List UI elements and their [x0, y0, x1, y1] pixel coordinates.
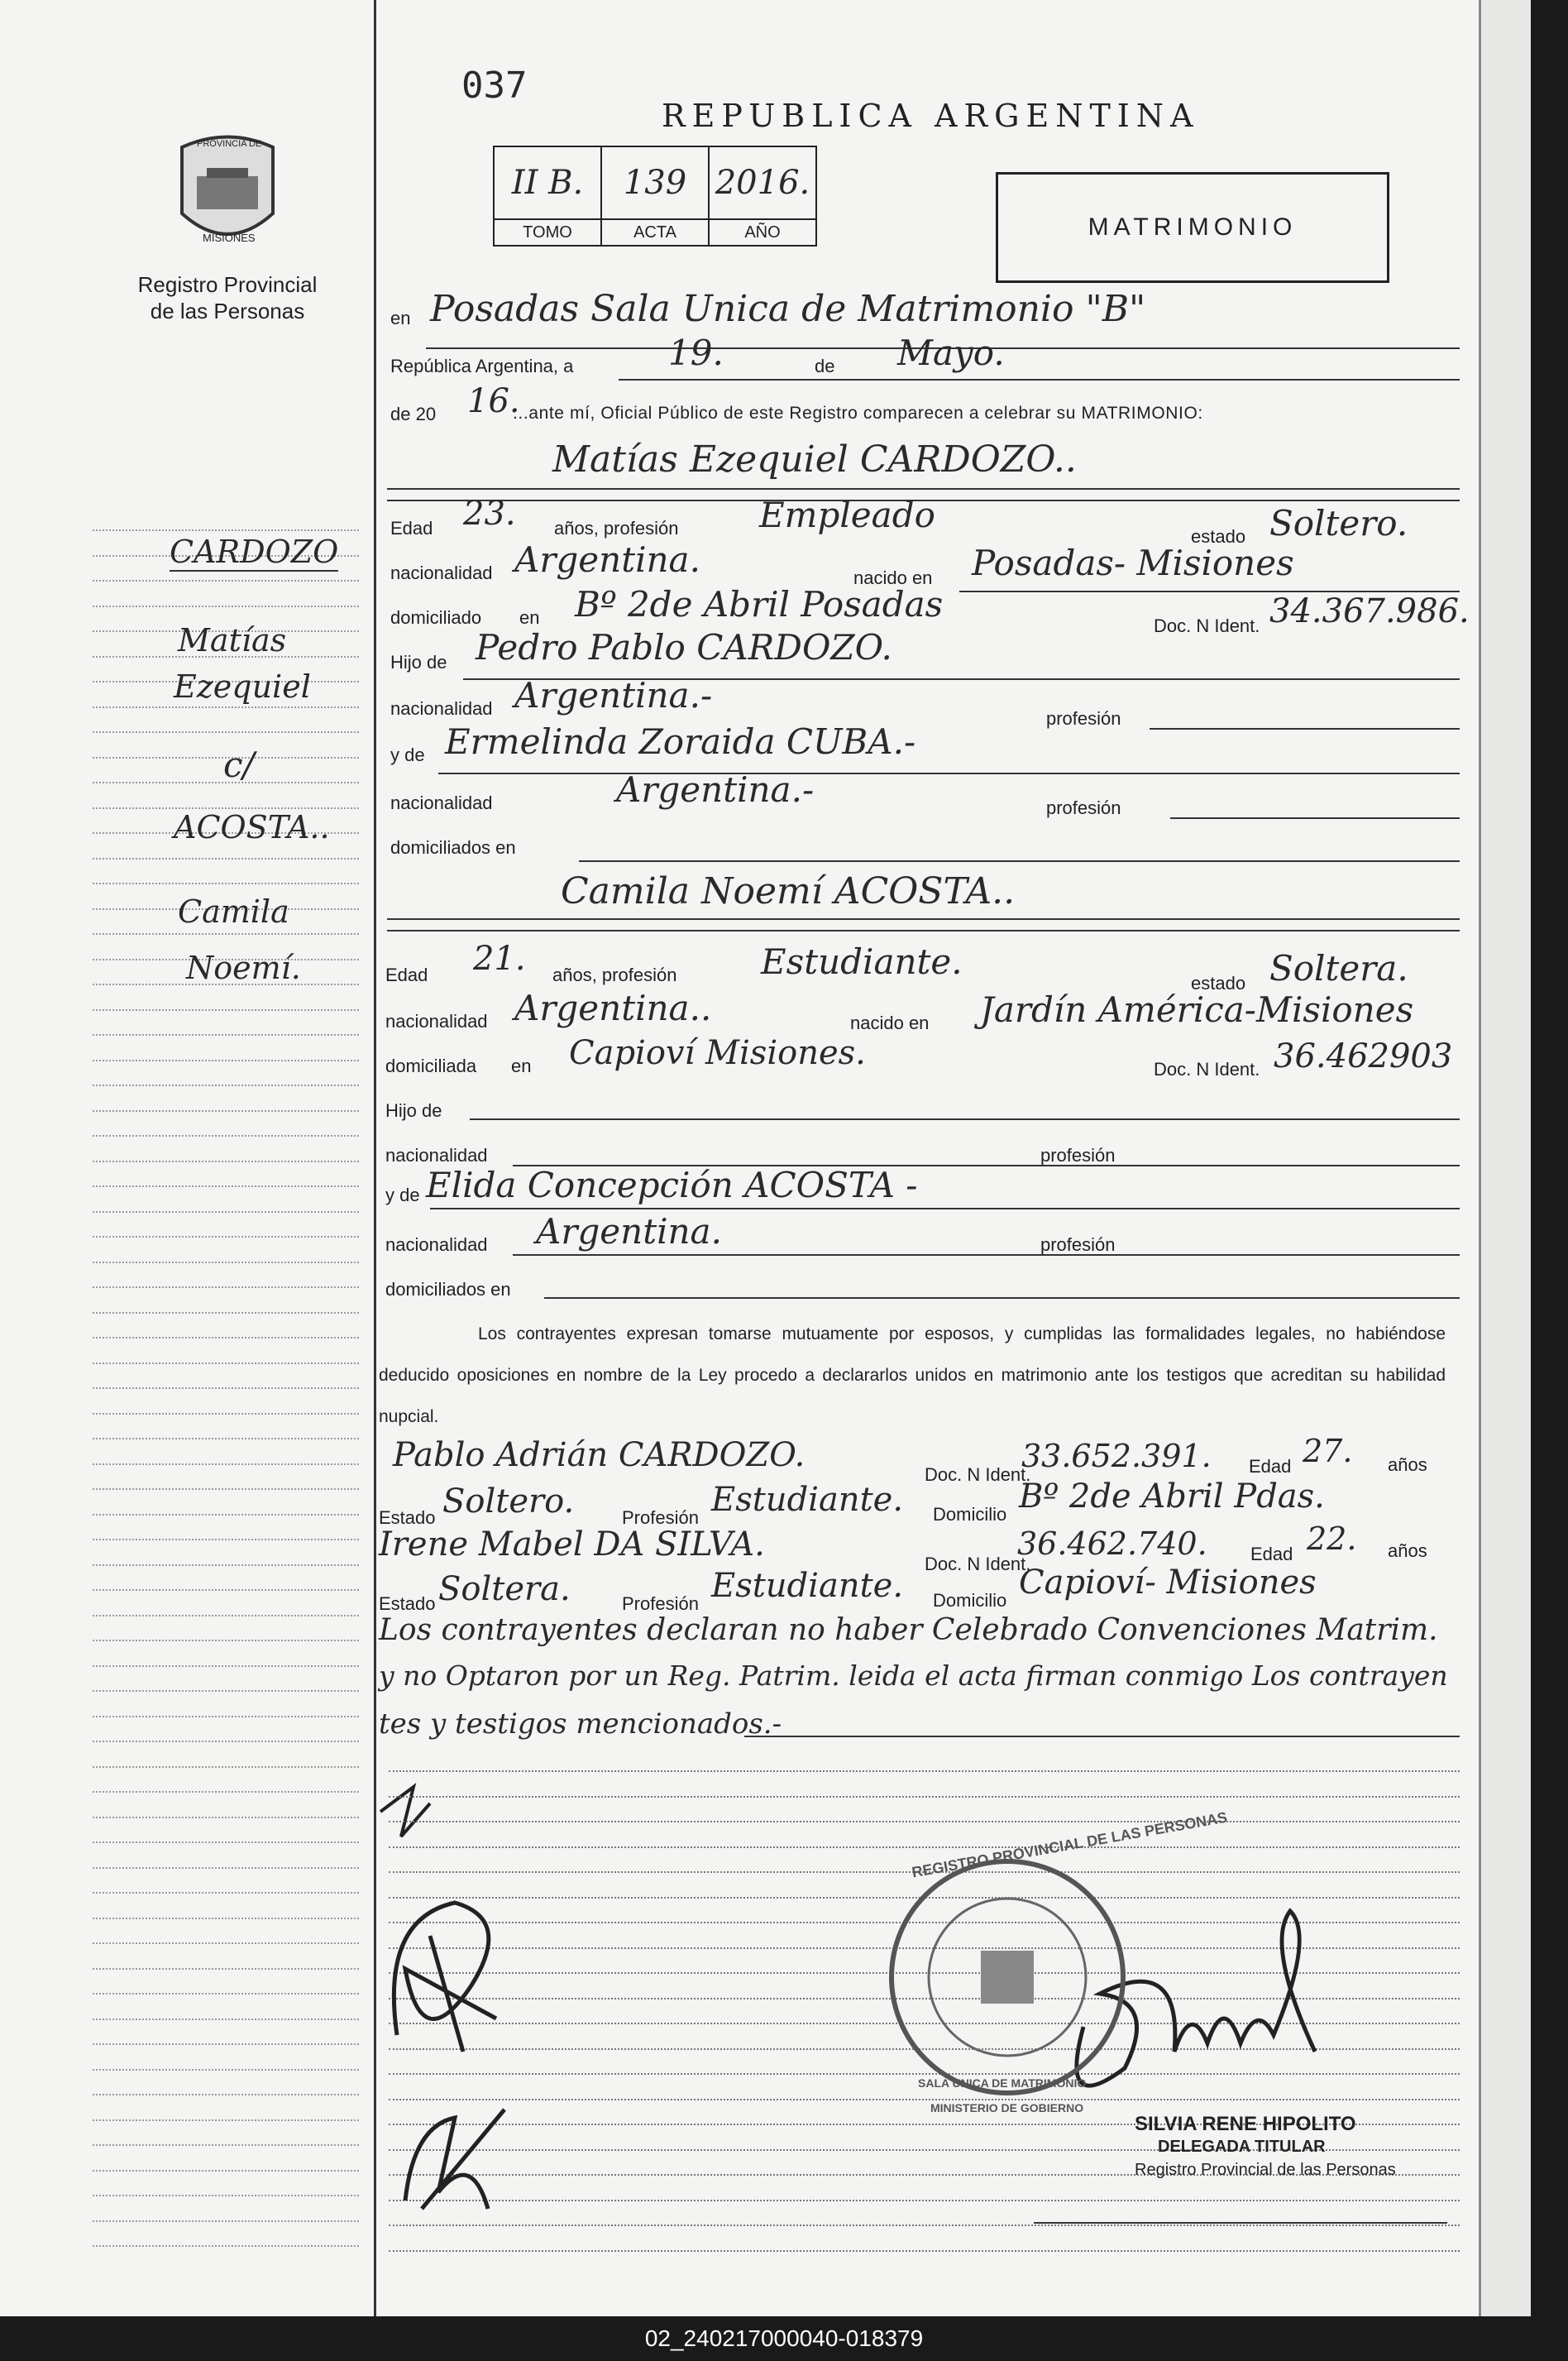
mes: Mayo. [897, 333, 1005, 373]
label-rep: República Argentina, a [390, 356, 574, 376]
novio-prof: Empleado [759, 495, 935, 535]
testigo1-estado: Soltero. [442, 1482, 575, 1521]
madre-line-1 [438, 773, 1460, 774]
scan-serial: 02_240217000040-018379 [644, 2325, 924, 2351]
tomo-value: II B. [511, 164, 584, 202]
novia-line-2 [387, 930, 1460, 931]
registry-line-2: de las Personas [150, 299, 305, 323]
acta-label: ACTA [601, 219, 709, 246]
margin-rule [93, 1841, 359, 1843]
body-rule [389, 2200, 1460, 2201]
novia-dom: Capioví Misiones. [569, 1034, 866, 1072]
tomo-acta-anio-box [493, 146, 817, 247]
label-anos-t1: años [1388, 1454, 1427, 1475]
margin-rule [93, 1362, 359, 1364]
label-anos-2: años, profesión [552, 965, 677, 985]
label-yde-2: y de [385, 1185, 420, 1205]
margin-rule [93, 1463, 359, 1465]
label-nacido-1: nacido en [853, 568, 933, 588]
margin-rule [93, 2220, 359, 2222]
margin-rule [93, 1942, 359, 1944]
label-en-1: en [519, 607, 540, 628]
stamp-bottom-text: MINISTERIO DE GOBIERNO [930, 2101, 1084, 2114]
fecha-line [619, 379, 1460, 381]
margin-signature-icon [364, 1754, 455, 1845]
novio-line-1 [387, 488, 1460, 490]
label-dom-2: domiciliada [385, 1056, 477, 1076]
testigo1-nombre: Pablo Adrián CARDOZO. [393, 1436, 806, 1474]
margin-rule [93, 580, 359, 582]
margin-rule [93, 1135, 359, 1137]
margin-rule [93, 731, 359, 733]
label-estado-2: estado [1191, 973, 1246, 994]
margin-rule [93, 1968, 359, 1970]
tomo-label: TOMO [494, 219, 601, 246]
label-doc-1: Doc. N Ident. [1154, 615, 1260, 636]
novia-madre: Elida Concepción ACOSTA - [426, 1165, 918, 1205]
margin-rule [93, 1539, 359, 1540]
label-edad-t2: Edad [1250, 1544, 1293, 1564]
anio: 16. [467, 382, 520, 420]
label-nac-madre-2: nacionalidad [385, 1234, 488, 1255]
margin-rule [93, 2069, 359, 2071]
novia-doc: 36.462903 [1274, 1037, 1453, 1075]
testigo2-edad: 22. [1307, 1521, 1357, 1557]
body-rule [389, 1821, 1460, 1822]
book-edge [1479, 0, 1531, 2316]
note-line-1: Los contrayentes declaran no haber Celebrado Convenciones Matrim. [379, 1613, 1438, 1647]
official-org: Registro Provincial de las Personas [1135, 2161, 1396, 2179]
label-prof-madre-2: profesión [1040, 1234, 1116, 1255]
margin-rule [93, 1867, 359, 1869]
label-edad-1: Edad [390, 518, 433, 539]
label-nac-1: nacionalidad [390, 563, 493, 583]
margin-rule [93, 2245, 359, 2247]
margin-rule [93, 1791, 359, 1793]
body-rule [389, 2225, 1460, 2226]
label-prof-padre-2: profesión [1040, 1145, 1116, 1166]
novio-madre: Ermelinda Zoraida CUBA.- [445, 721, 916, 762]
novio-padre: Pedro Pablo CARDOZO. [476, 627, 892, 668]
official-stamp-icon [883, 1853, 1131, 2101]
label-edad-2: Edad [385, 965, 428, 985]
testigo2-dom: Capioví- Misiones [1019, 1564, 1317, 1602]
label-nac-madre-1: nacionalidad [390, 793, 493, 813]
label-prof-t1: Profesión [622, 1507, 699, 1528]
margin-rule [93, 858, 359, 860]
margin-rule [93, 1741, 359, 1742]
margin-name-4: c/ [223, 745, 255, 785]
body-rule [389, 1796, 1460, 1798]
margin-rule [93, 1918, 359, 1919]
novio-nombre: Matías Ezequiel CARDOZO.. [552, 438, 1077, 481]
label-en-2: en [511, 1056, 532, 1076]
official-line [1034, 2222, 1447, 2224]
note-line-2: y no Optaron por un Reg. Patrim. leida el acta firman conmigo Los contrayen [379, 1659, 1448, 1692]
signature-1-icon [364, 1870, 546, 2085]
label-anos-t2: años [1388, 1540, 1427, 1561]
country-title: REPUBLICA ARGENTINA [662, 98, 1200, 134]
margin-rule [93, 1413, 359, 1415]
dia: 19. [668, 333, 724, 373]
novia-nac: Argentina.. [514, 988, 712, 1028]
novia-estado: Soltera. [1269, 948, 1408, 989]
margin-rule [93, 1690, 359, 1692]
novia-line-1 [387, 918, 1460, 920]
label-prof-t2: Profesión [622, 1593, 699, 1614]
margin-rule [93, 529, 359, 531]
margin-rule [93, 2043, 359, 2045]
label-doc-t1: Doc. N Ident. [925, 1464, 1031, 1485]
margin-name-1: CARDOZO [170, 534, 339, 570]
registry-line-1: Registro Provincial [137, 272, 318, 297]
novio-padre-nac: Argentina.- [514, 675, 713, 716]
seal-text-bottom: MISIONES [203, 232, 256, 244]
margin-rule [93, 1236, 359, 1238]
margin-name-7: Noemí. [186, 950, 301, 986]
signature-2-icon [389, 2093, 521, 2225]
margin-rule [93, 1009, 359, 1011]
novia-madre-nac: Argentina. [536, 1211, 722, 1252]
margin-rule [93, 1312, 359, 1314]
margin-rule [93, 2144, 359, 2146]
stamp-ring-text: REGISTRO PROVINCIAL DE LAS PERSONAS [911, 1808, 1229, 1881]
margin-rule [93, 1211, 359, 1213]
registry-name [108, 271, 347, 324]
label-domiciliados-2: domiciliados en [385, 1279, 511, 1300]
testigo2-doc: 36.462.740. [1017, 1525, 1207, 1562]
body-rule [389, 1846, 1460, 1848]
margin-rule [93, 1387, 359, 1389]
label-domiciliados-1: domiciliados en [390, 837, 516, 858]
novia-prof: Estudiante. [761, 941, 963, 982]
margin-rule [93, 2170, 359, 2172]
margin-rule [93, 2119, 359, 2121]
margin-name-3: Ezequiel [174, 668, 311, 705]
testigo1-doc: 33.652.391. [1021, 1438, 1212, 1474]
novio-nacido: Posadas- Misiones [972, 543, 1294, 583]
margin-rule [93, 2019, 359, 2020]
margin-rule [93, 1892, 359, 1894]
margin-rule [93, 1514, 359, 1516]
label-nacido-2: nacido en [850, 1013, 930, 1033]
label-estado-1: estado [1191, 526, 1246, 547]
margin-name-5: ACOSTA.. [174, 809, 330, 845]
label-nac-padre-1: nacionalidad [390, 698, 493, 719]
margin-rule [93, 883, 359, 884]
official-title: DELEGADA TITULAR [1158, 2138, 1326, 2156]
label-estado-t1: Estado [379, 1507, 436, 1528]
official-name: SILVIA RENE HIPOLITO [1135, 2113, 1356, 2135]
label-prof-padre-1: profesión [1046, 708, 1121, 729]
declaration-paragraph: Los contrayentes expresan tomarse mutuamente por esposos, y cumplidas las formalidades legales, no habiéndose deducido oposiciones en nombre de la Ley procedo a declararlos unidos en matrimonio ante los testigos que acreditan su habilidad nupcial. [379, 1324, 1446, 1426]
margin-rule [93, 1589, 359, 1591]
margin-rule [93, 1640, 359, 1641]
novio-doc: 34.367.986. [1269, 592, 1470, 630]
label-estado-t2: Estado [379, 1593, 436, 1614]
margin-rule [93, 1060, 359, 1061]
label-yde-1: y de [390, 745, 425, 765]
margin-rule [93, 1993, 359, 1995]
testigo1-dom: Bº 2de Abril Pdas. [1019, 1477, 1325, 1516]
intro-text: ...ante mí, Oficial Público de este Registro comparecen a celebrar su MATRIMONIO: [513, 404, 1203, 423]
testigo2-prof: Estudiante. [711, 1567, 904, 1605]
anio-value: 2016. [715, 164, 810, 202]
label-edad-t1: Edad [1249, 1456, 1292, 1477]
seal-text-top: PROVINCIA DE [197, 139, 262, 149]
margin-rule [93, 1286, 359, 1288]
label-doc-2: Doc. N Ident. [1154, 1059, 1260, 1080]
novia-nombre: Camila Noemí ACOSTA.. [561, 870, 1016, 912]
label-de20: de 20 [390, 404, 437, 424]
label-dom-t1: Domicilio [933, 1504, 1007, 1525]
label-dom-t2: Domicilio [933, 1590, 1007, 1611]
label-nac-padre-2: nacionalidad [385, 1145, 488, 1166]
margin-rule [93, 1337, 359, 1339]
label-prof-madre-1: profesión [1046, 797, 1121, 818]
doc-type-box [996, 172, 1389, 283]
novio-edad: 23. [463, 495, 516, 533]
margin-rule [93, 1564, 359, 1566]
testigo1-prof: Estudiante. [711, 1481, 904, 1519]
acta-value: 139 [623, 164, 687, 202]
margin-rule [93, 1438, 359, 1439]
doc-type: MATRIMONIO [1088, 213, 1298, 241]
domiciliados-line-2 [544, 1297, 1460, 1299]
margin-rule [93, 2195, 359, 2196]
note-line-3: tes y testigos mencionados.- [379, 1707, 782, 1741]
label-de-mes: de [815, 356, 835, 376]
domiciliados-line-1 [579, 860, 1460, 862]
label-nac-2: nacionalidad [385, 1011, 488, 1032]
note-line-3-rule [744, 1736, 1460, 1737]
margin-rule [93, 1615, 359, 1616]
margin-rule [93, 1085, 359, 1086]
lugar: Posadas Sala Unica de Matrimonio "B" [430, 288, 1146, 330]
margin-rule [93, 1665, 359, 1667]
label-dom-1: domiciliado [390, 607, 482, 628]
margin-rule [93, 933, 359, 935]
testigo2-estado: Soltera. [438, 1570, 571, 1608]
stamp-inner-text: SALA UNICA DE MATRIMONIO [918, 2076, 1087, 2090]
padre-line-2 [470, 1118, 1460, 1120]
label-hijo-2: Hijo de [385, 1100, 442, 1121]
label-en: en [390, 308, 411, 328]
madre-line-2 [430, 1208, 1460, 1209]
body-rule [389, 2250, 1460, 2252]
novia-edad: 21. [473, 940, 526, 978]
margin-rule [93, 606, 359, 607]
folio-number: 037 [461, 65, 528, 107]
testigo1-edad: 27. [1303, 1433, 1353, 1469]
novia-nacido: Jardín América-Misiones [980, 989, 1414, 1030]
margin-rule [93, 1488, 359, 1490]
margin-rule [93, 1110, 359, 1112]
margin-rule [93, 1716, 359, 1717]
margin-name-6: Camila [178, 893, 289, 930]
novio-nac: Argentina. [514, 539, 700, 580]
prof-madre-line-1 [1170, 817, 1460, 819]
margin-rule [93, 1766, 359, 1768]
prof-padre-line-1 [1150, 728, 1460, 730]
margin-rule [93, 1185, 359, 1187]
margin-name-2: Matías [178, 622, 287, 658]
margin-rule [93, 1034, 359, 1036]
anio-label: AÑO [709, 219, 816, 246]
label-hijo-1: Hijo de [390, 652, 447, 673]
margin-rule [93, 1817, 359, 1818]
margin-rule [93, 1161, 359, 1162]
body-rule [389, 1770, 1460, 1772]
novio-estado: Soltero. [1269, 503, 1408, 544]
testigo2-nombre: Irene Mabel DA SILVA. [379, 1525, 765, 1564]
label-doc-t2: Doc. N Ident. [925, 1554, 1031, 1574]
novio-madre-nac: Argentina.- [616, 769, 815, 810]
margin-rule [93, 2094, 359, 2095]
margin-rule [93, 706, 359, 708]
margin-rule [93, 1262, 359, 1263]
label-anos-1: años, profesión [554, 518, 679, 539]
novio-dom: Bº 2de Abril Posadas [575, 584, 944, 625]
nac-madre-line-2 [513, 1254, 1460, 1256]
